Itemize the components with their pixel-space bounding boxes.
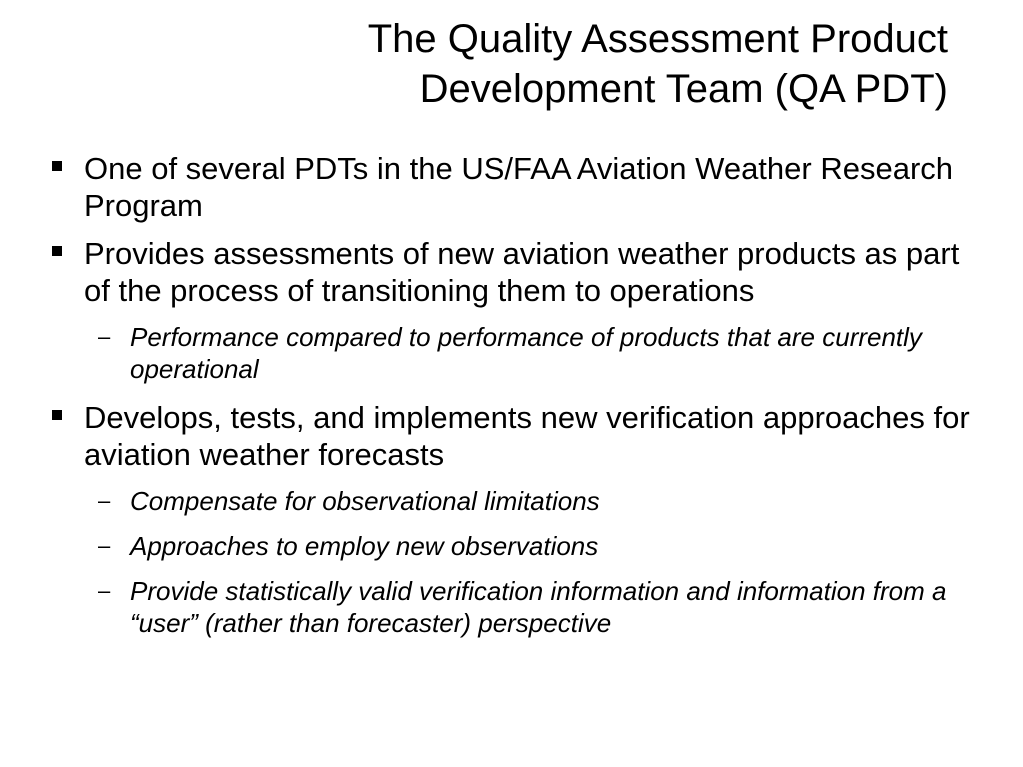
bullet-text: One of several PDTs in the US/FAA Aviation Weather Research Program [84, 151, 954, 223]
sub-bullet-item [84, 530, 972, 562]
dash-bullet-icon: – [98, 488, 111, 513]
sub-bullet-text: Approaches to employ new observations [130, 531, 599, 561]
bullet-list [52, 150, 972, 652]
square-bullet-icon [52, 246, 62, 256]
square-bullet-icon [52, 410, 62, 420]
bullet-text: Develops, tests, and implements new verification approaches for aviation weather forecasts [84, 400, 970, 472]
sub-bullet-item [84, 321, 972, 385]
sub-bullet-item [84, 485, 972, 517]
sub-bullet-text: Performance compared to performance of products that are currently operational [130, 322, 922, 384]
bullet-item [52, 150, 972, 224]
bullet-text: Provides assessments of new aviation weather products as part of the process of transitioning them to operations [84, 236, 960, 308]
sub-bullet-text: Provide statistically valid verification information and information from a “user” (rather than forecaster) perspective [130, 576, 947, 638]
sub-bullet-list [84, 321, 972, 385]
slide-title [88, 14, 948, 114]
bullet-item [52, 235, 972, 385]
title-line-2: Development Team (QA PDT) [419, 67, 948, 111]
sub-bullet-list [84, 485, 972, 639]
square-bullet-icon [52, 161, 62, 171]
dash-bullet-icon: – [98, 533, 111, 558]
bullet-item [52, 399, 972, 639]
title-line-1: The Quality Assessment Product [367, 17, 948, 61]
dash-bullet-icon: – [98, 578, 111, 603]
sub-bullet-item [84, 575, 972, 639]
dash-bullet-icon: – [98, 324, 111, 349]
sub-bullet-text: Compensate for observational limitations [130, 486, 600, 516]
